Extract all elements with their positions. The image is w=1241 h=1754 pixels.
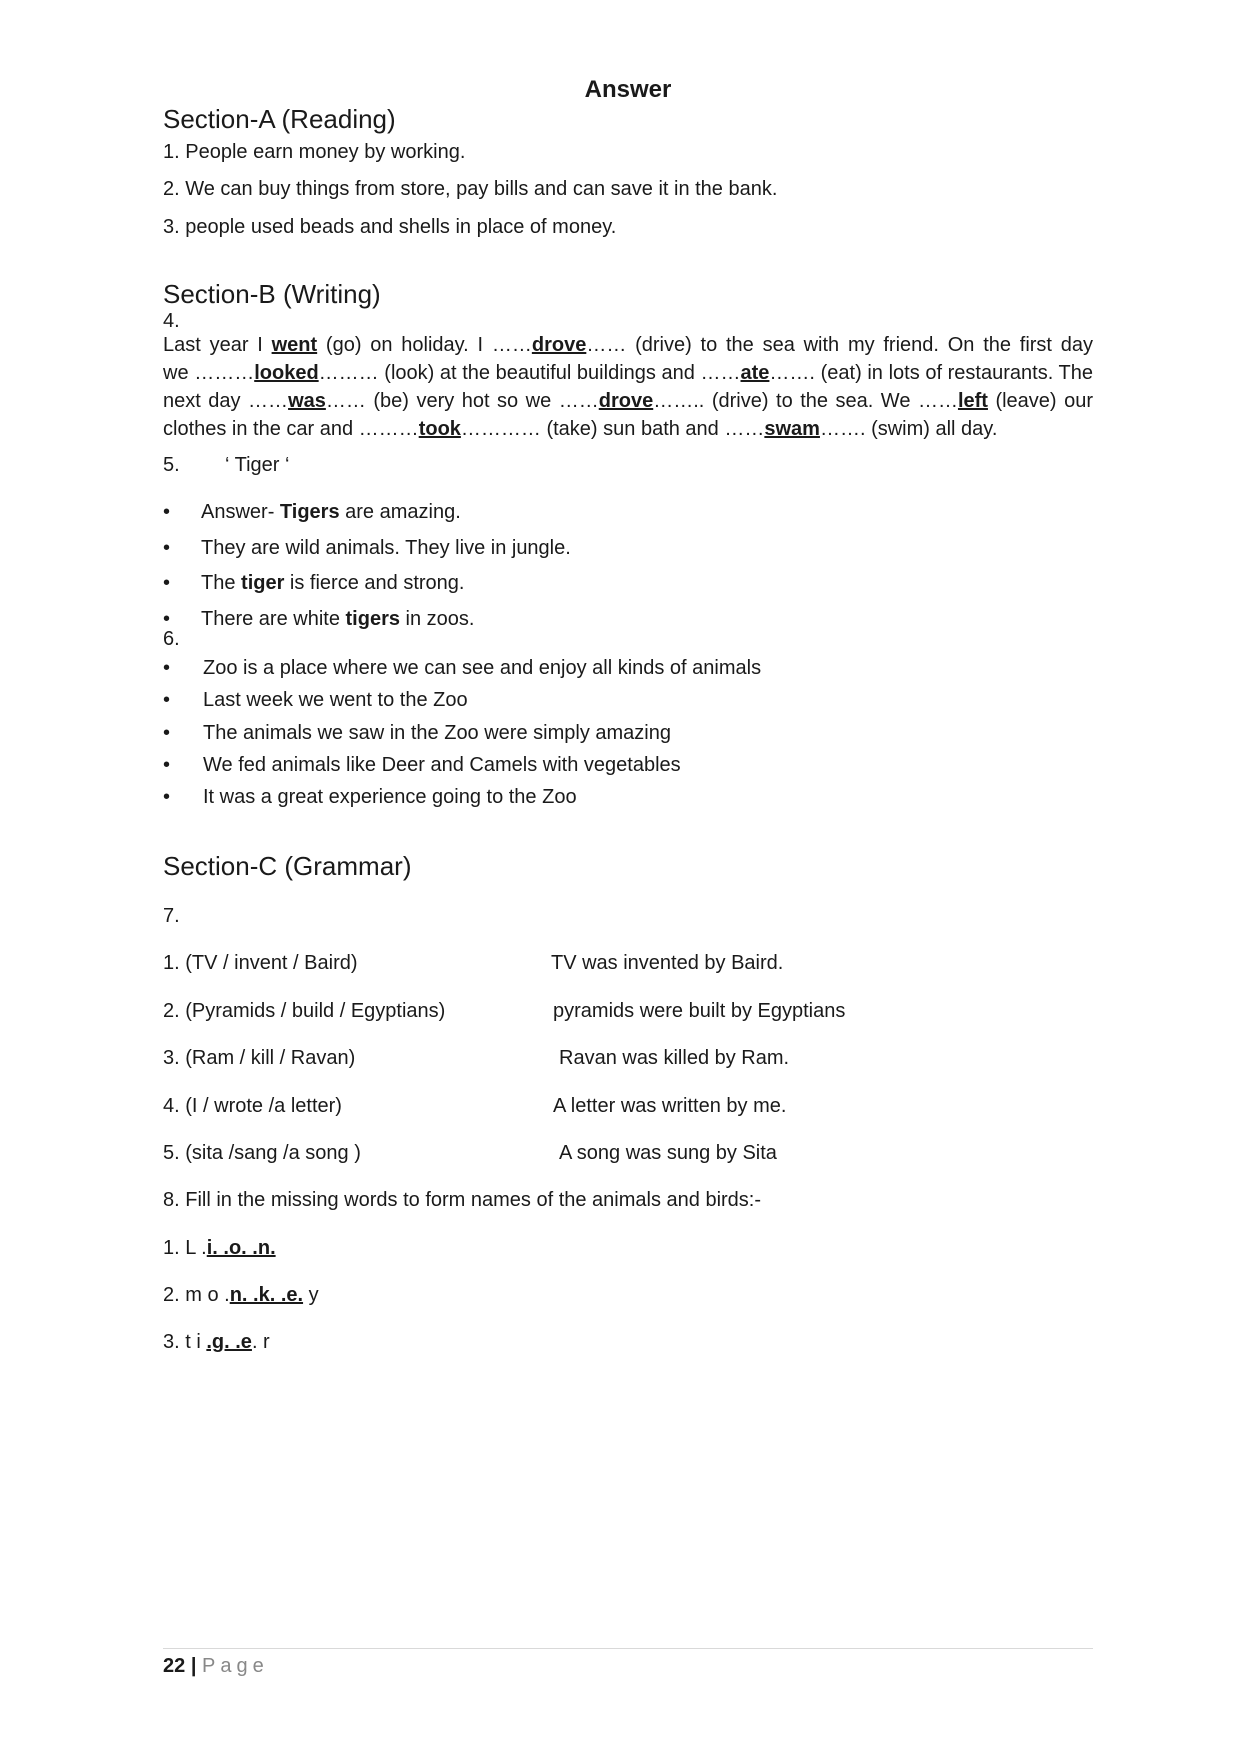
question-5-topic: ‘ Tiger ‘ bbox=[225, 454, 290, 476]
passive-voice-question: 5. (sita /sang /a song ) bbox=[163, 1142, 361, 1164]
list-item: • The tiger is fierce and strong. bbox=[163, 572, 1093, 608]
question-7-number: 7. bbox=[163, 905, 180, 927]
passive-voice-answer: TV was invented by Baird. bbox=[551, 952, 784, 974]
question-4-number: 4. bbox=[163, 310, 180, 332]
document-page bbox=[163, 0, 1093, 1754]
question-8-instruction: 8. Fill in the missing words to form names of the animals and birds:- bbox=[163, 1189, 762, 1211]
answer-letters: n. .k. .e. bbox=[229, 1284, 304, 1306]
list-item: • We fed animals like Deer and Camels with vegetables bbox=[163, 754, 1093, 786]
footer-separator: | bbox=[190, 1655, 197, 1677]
list-item: • Answer- Tigers are amazing. bbox=[163, 501, 1093, 537]
list-item: • It was a great experience going to the Zoo bbox=[163, 786, 1093, 818]
section-a-answer-1: 1. People earn money by working. bbox=[163, 141, 466, 163]
page-title: Answer bbox=[584, 76, 672, 103]
passive-voice-answer: Ravan was killed by Ram. bbox=[559, 1047, 790, 1069]
section-b-heading: Section-B (Writing) bbox=[163, 279, 381, 309]
passive-voice-question: 2. (Pyramids / build / Egyptians) bbox=[163, 1000, 446, 1022]
paragraph-line: next day ……was…… (be) very hot so we ……drove…….. (drive) to the sea. We ……left (leave) our bbox=[163, 390, 1093, 412]
list-item: • Zoo is a place where we can see and enjoy all kinds of animals bbox=[163, 657, 1093, 689]
question-5-bullet-list bbox=[163, 501, 1093, 643]
section-a-answer-3: 3. people used beads and shells in place of money. bbox=[163, 216, 617, 238]
page-number: 22 bbox=[163, 1655, 186, 1677]
section-a-answer-2: 2. We can buy things from store, pay bills and can save it in the bank. bbox=[163, 178, 778, 200]
answer-word: swam bbox=[764, 418, 820, 440]
answer-word: looked bbox=[254, 362, 319, 384]
question-6-number: 6. bbox=[163, 628, 180, 650]
footer-divider bbox=[163, 1648, 1093, 1649]
answer-word: took bbox=[418, 418, 461, 440]
answer-word: ate bbox=[740, 362, 770, 384]
passive-voice-answer: pyramids were built by Egyptians bbox=[553, 1000, 846, 1022]
passive-voice-question: 3. (Ram / kill / Ravan) bbox=[163, 1047, 356, 1069]
answer-letters: i. .o. .n. bbox=[206, 1237, 276, 1259]
list-item: • They are wild animals. They live in jungle. bbox=[163, 537, 1093, 573]
page-footer bbox=[163, 1655, 269, 1678]
passive-voice-question: 4. (I / wrote /a letter) bbox=[163, 1095, 342, 1117]
list-item: • Last week we went to the Zoo bbox=[163, 689, 1093, 721]
list-item: • The animals we saw in the Zoo were simply amazing bbox=[163, 722, 1093, 754]
passive-voice-answer: A letter was written by me. bbox=[553, 1095, 787, 1117]
fill-in-item: 3. t i .g. .e. r bbox=[163, 1331, 270, 1353]
paragraph-line: Last year I went (go) on holiday. I ……drove…… (drive) to the sea with my friend. On the first day bbox=[163, 334, 1094, 356]
section-a-heading: Section-A (Reading) bbox=[163, 104, 396, 134]
question-4-paragraph bbox=[163, 331, 1093, 443]
page-label: Page bbox=[201, 1655, 269, 1677]
answer-letters: .g. .e bbox=[206, 1331, 252, 1353]
answer-word: left bbox=[957, 390, 988, 412]
answer-word: drove bbox=[531, 334, 587, 356]
fill-in-item: 1. L .i. .o. .n. bbox=[163, 1237, 276, 1259]
answer-word: went bbox=[271, 334, 318, 356]
answer-word: was bbox=[288, 390, 326, 412]
question-6-bullet-list bbox=[163, 657, 1093, 818]
paragraph-line: we ………looked……… (look) at the beautiful buildings and ……ate……. (eat) in lots of restaurants. The bbox=[163, 362, 1093, 384]
passive-voice-answer: A song was sung by Sita bbox=[559, 1142, 777, 1164]
section-c-heading: Section-C (Grammar) bbox=[163, 851, 412, 881]
list-item: • There are white tigers in zoos. bbox=[163, 608, 1093, 644]
answer-word: drove bbox=[598, 390, 654, 412]
passive-voice-question: 1. (TV / invent / Baird) bbox=[163, 952, 358, 974]
question-5-number: 5. bbox=[163, 454, 180, 476]
fill-in-item: 2. m o .n. .k. .e. y bbox=[163, 1284, 319, 1306]
paragraph-line: clothes in the car and ………took………… (take) sun bath and ……swam……. (swim) all day. bbox=[163, 418, 998, 440]
